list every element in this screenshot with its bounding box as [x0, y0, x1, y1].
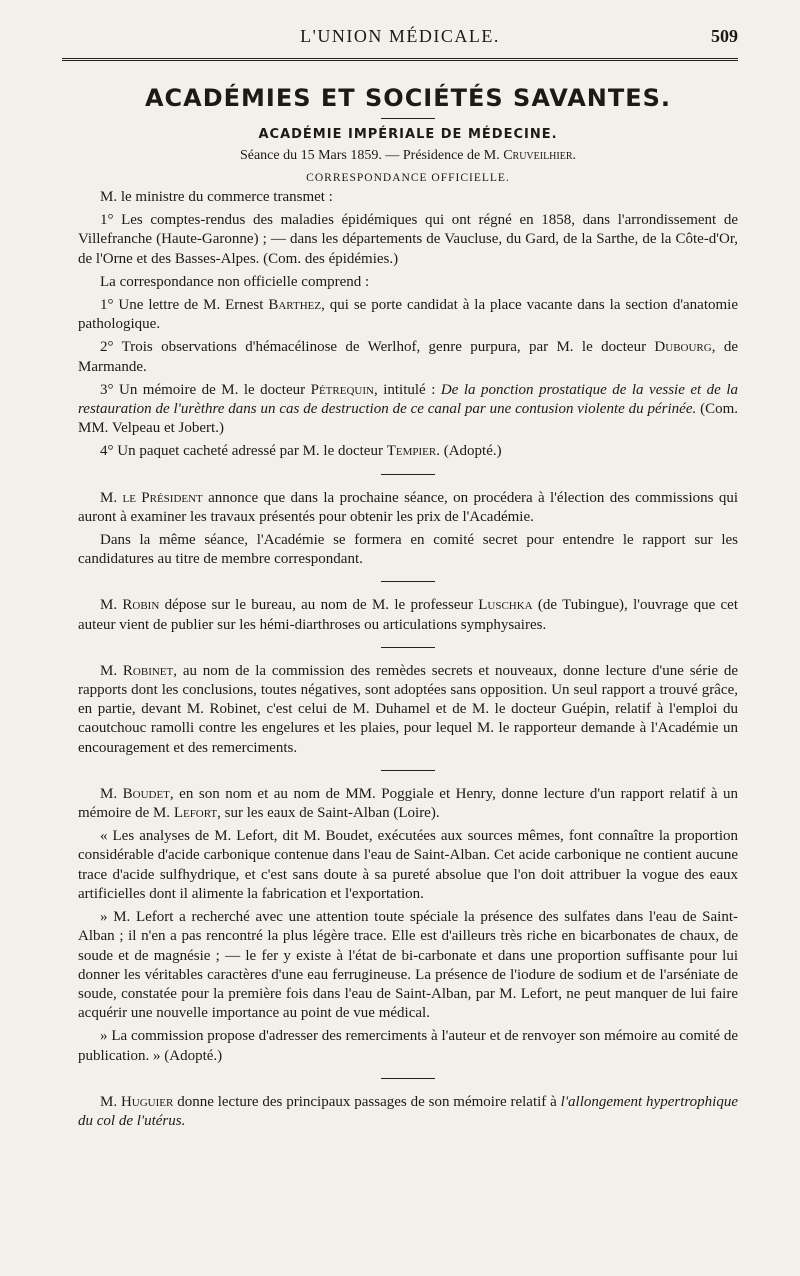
paragraph: M. le ministre du commerce transmet :: [100, 189, 333, 205]
paragraph: » M. Lefort a recherché avec une attention toute spéciale la présence des sulfates dans l'eau de Saint-Alban ; il n'en a pas rencontré la plus légère trace. Elle est d'ailleurs très riche en bicarbonates de chaux, de soude et de magnésie ; — le fer y existe à l'état de bi-carbonate et dans une proportion suffisante pour lui donner les véritables caractères d'une eau ferrugineuse. La présence de l'iodure de sodium et de l'arséniate de soude, constatée pour la première fois dans l'eau de Saint-Alban, par M. Lefort, ne peut manquer de lui faire acquérir une nouvelle importance au point de vue médical.: [78, 909, 738, 1022]
seance-prefix: Séance du 15 Mars 1859. — Présidence de M.: [239, 148, 504, 163]
page-number: 509: [711, 26, 738, 46]
separator-rule: [381, 770, 435, 771]
paragraph: 2° Trois observations d'hémacélinose de Werlhof, genre purpura, par M. le docteur Dubourg, de Marmande.: [78, 339, 738, 375]
seance-suffix: .: [572, 148, 577, 163]
paragraph: Dans la même séance, l'Académie se formera en comité secret pour entendre le rapport sur les candidatures au titre de membre correspondant.: [78, 532, 738, 568]
separator-rule: [381, 1078, 435, 1079]
person-name: Huguier: [120, 1093, 174, 1110]
person-name: Robinet: [122, 662, 174, 679]
person-name: le Président: [122, 489, 203, 506]
seance-line: [78, 148, 738, 164]
person-name: Robin: [122, 597, 160, 614]
paragraph: M. Robinet, au nom de la commission des remèdes secrets et nouveaux, donne lecture d'une série de rapports dont les conclusions, toutes négatives, sont adoptées sans opposition. Un seul rapport a trouvé grâce, en partie, devant M. Robinet, c'est celui de M. Duhamel et de M. le docteur Guépin, relatif à l'emploi du caoutchouc ramolli contre les engelures et les plaies, pour lequel M. le rapporteur demande à l'Académie un encouragement et des remerciments.: [78, 662, 738, 756]
paragraph: M. Robin dépose sur le bureau, au nom de M. le professeur Luschka (de Tubingue), l'ouvrage que cet auteur vient de publier sur les hémi-diarthroses ou articulations symphysaires.: [78, 597, 738, 633]
memoir-title: De la ponction prostatique de la vessie et de la restauration de l'urèthre dans un cas de destruction de ce canal par une contusion violente du périnée.: [78, 381, 738, 418]
paragraph: 1° Les comptes-rendus des maladies épidémiques qui ont régné en 1858, dans l'arrondissement de Villefranche (Haute-Garonne) ; — dans les départements de Vaucluse, du Gard, de la Sarthe, de la Côte-d'Or, de l'Orne et des Basses-Alpes. (Com. des épidémies.): [78, 212, 738, 267]
paragraph: M. Huguier donne lecture des principaux passages de son mémoire relatif à l'allongement hypertrophique du col de l'utérus.: [78, 1093, 738, 1129]
president-name: Cruveilhier: [503, 148, 573, 163]
article-body: [78, 84, 738, 1135]
paragraph: M. Boudet, en son nom et au nom de MM. Poggiale et Henry, donne lecture d'un rapport relatif à un mémoire de M. Lefort, sur les eaux de Saint-Alban (Loire).: [78, 785, 739, 822]
person-name: Luschka: [478, 597, 533, 614]
separator-rule: [381, 581, 435, 582]
memoir-title: l'allongement hypertrophique du col de l'utérus.: [78, 1093, 738, 1129]
paragraph: La correspondance non officielle comprend :: [100, 273, 370, 290]
paragraph: 1° Une lettre de M. Ernest Barthez, qui se porte candidat à la place vacante dans la section d'anatomie pathologique.: [78, 297, 739, 333]
person-name: Boudet: [122, 785, 170, 802]
paragraph: 4° Un paquet cacheté adressé par M. le docteur Tempier. (Adopté.): [100, 443, 502, 460]
separator-rule: [381, 647, 435, 648]
paragraph: « Les analyses de M. Lefort, dit M. Boudet, exécutées aux sources mêmes, font connaître la proportion considérable d'acide carbonique contenue dans l'eau de Saint-Alban. Cet acide carbonique ne contient aucune trace d'acide sulfhydrique, et c'est sans doute à sa pureté absolue que l'on doit attribuer la vogue des eaux artificielles dont il alimente la fabrication et l'exportation.: [78, 828, 738, 902]
person-name: Lefort: [173, 805, 218, 822]
separator-rule: [381, 474, 435, 475]
section-title: ACADÉMIES ET SOCIÉTÉS SAVANTES.: [144, 84, 672, 112]
header-rule: [62, 58, 738, 61]
person-name: Dubourg: [654, 339, 712, 356]
paragraph: M. le Président annonce que dans la prochaine séance, on procédera à l'élection des commissions qui auront à examiner les travaux présentés pour obtenir les prix de l'Académie.: [78, 489, 738, 525]
title-rule: [381, 118, 435, 119]
running-title: L'UNION MÉDICALE.: [300, 26, 500, 46]
page-header: [62, 22, 738, 52]
person-name: Barthez: [268, 297, 322, 314]
paragraph: 3° Un mémoire de M. le docteur Pétrequin, intitulé : De la ponction prostatique de la vessie et de la restauration de l'urèthre dans un cas de destruction de ce canal par une contusion violente du périnée. (Com. MM. Velpeau et Jobert.): [78, 381, 739, 437]
academy-heading: ACADÉMIE IMPÉRIALE DE MÉDECINE.: [258, 127, 558, 142]
person-name: Tempier: [386, 443, 437, 460]
person-name: Pétrequin: [310, 381, 374, 398]
correspondence-heading: CORRESPONDANCE OFFICIELLE.: [306, 172, 510, 184]
paragraph: » La commission propose d'adresser des remerciments à l'auteur et de renvoyer son mémoire au comité de publication. » (Adopté.): [78, 1028, 738, 1064]
